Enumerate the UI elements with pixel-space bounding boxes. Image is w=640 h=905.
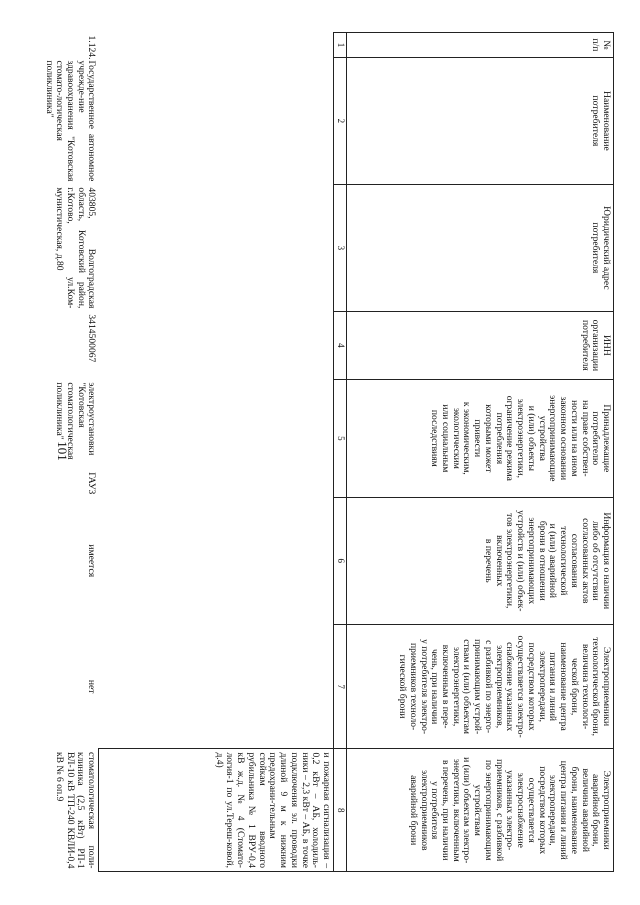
continuation-text: и пожарная сигнализация – 0,2 кВт – АБ, холодиль-ники – 2,3 кВт – АБ, в точке подключения эл. проводки длиной 9 м к нижним предохрани-тельным стойкам вводного рубильника № 1 ВРУ-0,4 кВ ж.д. № 4 (Стомато-логия-1 по ул.Тереш-ковой, д.4)	[213, 752, 332, 868]
header-number: № п/п	[347, 33, 614, 58]
emergency-reserve-cell	[0, 749, 99, 872]
continuation-cell	[99, 749, 334, 872]
power-devices: электроустановки ГАУЗ "Котовская стоматологическая поликлиника"	[54, 382, 98, 495]
technological-reserve-cell	[0, 624, 99, 749]
acts-value: имеется	[86, 544, 98, 578]
header-legal-address: Юридический адрес потребителя	[347, 184, 614, 311]
acts-cell	[0, 497, 99, 624]
column-number: 7	[334, 624, 347, 749]
column-number: 2	[334, 57, 347, 184]
legal-address: 403805, Волгоградская область, Котовский район, г.Котово, ул.Ком-мунистическая, д.80	[54, 187, 98, 309]
continuation-spacer	[99, 33, 334, 749]
column-number: 6	[334, 497, 347, 624]
header-inn: ИНН организации потребителя	[347, 311, 614, 379]
table-header-row	[347, 33, 614, 872]
header-emergency-reserve: Электроприемники аварийной брони, величина аварийной брони, наименование центра питания и линий электропередачи, посредством которых осуществляется электроснабжение указанных электро- приемников, с разбивкой по энергопринимающим устройствам и (или) объектам электро- энергетики, включенным в перечень, при наличии у потребителя электроприемников аварийной брони	[347, 749, 614, 872]
column-number: 3	[334, 184, 347, 311]
table-row	[0, 33, 99, 872]
power-devices-cell	[0, 379, 99, 497]
legal-address-cell	[0, 184, 99, 311]
inn-cell	[0, 311, 99, 379]
inn-value: 3414500067	[86, 314, 98, 363]
column-number: 8	[334, 749, 347, 872]
header-power-devices: Принадлежащие потребителю на праве собствен- ности или на ином законном основании энергопринимающие устройства и (или) объекты электроэнергетики, ограничение режима потребления которыми может привести к экономическим, экологическим или социальным последствиям	[347, 379, 614, 497]
row-number-cell	[0, 33, 99, 58]
header-consumer-name: Наименование потребителя	[347, 57, 614, 184]
consumers-table	[0, 32, 614, 872]
column-number: 1	[334, 33, 347, 58]
row-number: 1.124.	[86, 35, 98, 60]
table-row	[99, 33, 334, 872]
column-number-row	[334, 33, 347, 872]
page-number: 101	[54, 441, 70, 461]
column-number: 4	[334, 311, 347, 379]
consumer-name: Государственное автономное учрежде-ние здравоохранения "Котовская стомато-логическая поликлиника"	[43, 60, 98, 182]
technological-reserve-value: нет	[86, 679, 98, 694]
header-technological-reserve: Электроприемники технологической брони, величина технологи- ческой брони, наименование центра питания и линий электропередачи, посредством которых осуществляется электро- снабжение указанных электроприемников, с разбивкой по энерго- принимающим устрой- ствам и (или) объектам электроэнергетики, включенным в пере- чень, при наличии у потребителя электро- приемников техноло- гической брони	[347, 624, 614, 749]
column-number: 5	[334, 379, 347, 497]
consumer-name-cell	[0, 57, 99, 184]
header-acts-info: Информация о наличии либо об отсутствии согласованных актов согласования технологической и (или) аварийной брони в отношении энергопринимающих устройств и (или) объек- тов электроэнергетики, включенных в перечень	[347, 497, 614, 624]
emergency-reserve-value: стоматологическая поли-клиника (2,5 кВт) РП-1 ВЛ-10 кВ ТП-240 КВЛИ-0,4 кВ № 6 оп.9	[53, 751, 97, 869]
